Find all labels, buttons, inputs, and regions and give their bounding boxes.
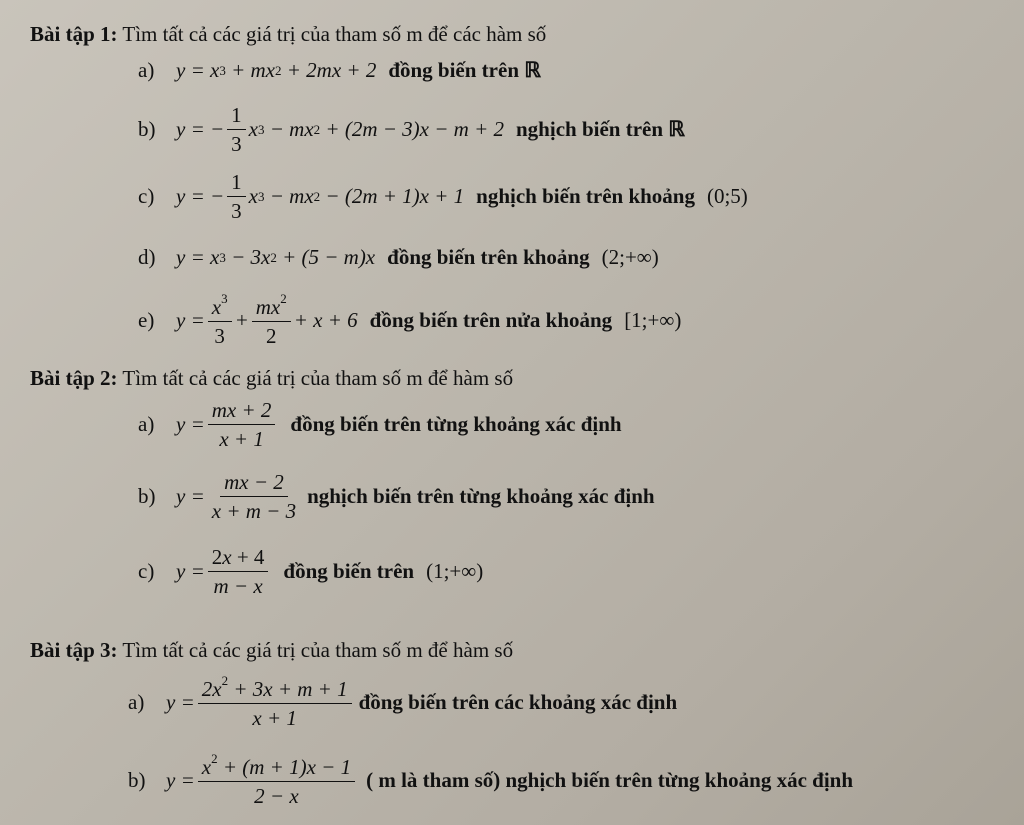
formula: y = $\frac{x^2 + (m + 1)x - 1}{2 - x}$: [166, 752, 358, 808]
exercise-1-heading: [30, 22, 546, 47]
formula: y = x 3 − 3x 2 + (5 − m)x: [176, 245, 376, 269]
ex1-item-a: [138, 58, 541, 83]
ex1-item-b: [138, 103, 685, 156]
exercise-3-title: Bài tập 3:: [30, 638, 118, 662]
item-interval: (0;5): [706, 184, 748, 209]
ex2-item-a: [138, 398, 622, 451]
item-interval: (2;+∞): [601, 245, 659, 269]
ex1-item-e: [138, 292, 681, 348]
formula: y = $\frac{2x + 4}{m - x}$: [176, 545, 271, 598]
exercise-2-prompt: Tìm tất cả các giá trị của tham số m để hàm số: [122, 366, 514, 390]
item-label: e): [138, 307, 155, 332]
item-label: a): [128, 689, 145, 714]
item-label: b): [128, 767, 146, 792]
exercise-2-title: Bài tập 2:: [30, 366, 118, 390]
ex2-item-b: [138, 470, 655, 523]
formula: y = − $\frac{1}{3}$ x 3 − mx 2 + (2m − 3)x − m + 2: [176, 103, 504, 157]
item-interval: (1;+∞): [426, 559, 484, 584]
item-text: nghịch biến trên khoảng: [476, 184, 695, 209]
item-interval: [1;+∞): [624, 307, 682, 332]
item-text: nghịch biến trên từng khoảng xác định: [307, 484, 655, 509]
exercise-2-heading: [30, 366, 513, 391]
item-label: c): [138, 559, 155, 584]
exercise-1-title: Bài tập 1:: [30, 22, 118, 46]
formula: y = $\frac{mx - 2}{x + m - 3}$: [176, 470, 297, 524]
item-label: a): [138, 58, 155, 82]
ex2-item-c: [138, 545, 483, 598]
formula: y = x 3 + mx 2 + 2mx + 2: [176, 58, 377, 82]
item-text: nghịch biến trên ℝ: [516, 117, 685, 142]
ex3-item-b: [128, 752, 853, 808]
formula: y = $\frac{x^3}{3}$ + $\frac{mx^2}{2}$ + x + 6: [176, 291, 358, 349]
item-label: b): [138, 117, 156, 142]
ex1-item-d: [138, 245, 659, 270]
item-label: a): [138, 412, 155, 437]
ex3-item-a: [128, 674, 677, 730]
ex1-item-c: [138, 170, 748, 223]
formula: y = − $\frac{1}{3}$ x 3 − mx 2 − (2m + 1)x + 1: [176, 170, 465, 224]
item-text: đồng biến trên từng khoảng xác định: [290, 412, 622, 437]
item-text: đồng biến trên: [283, 559, 415, 584]
item-label: b): [138, 484, 156, 509]
item-label: c): [138, 184, 155, 209]
exercise-3-prompt: Tìm tất cả các giá trị của tham số m để hàm số: [122, 638, 514, 662]
item-text: đồng biến trên các khoảng xác định: [358, 689, 678, 714]
formula: y = $\frac{mx + 2}{x + 1}$: [176, 398, 278, 451]
item-text: đồng biến trên ℝ: [388, 58, 541, 82]
item-label: d): [138, 245, 156, 269]
item-text: đồng biến trên nửa khoảng: [369, 307, 613, 332]
exercise-1-prompt: Tìm tất cả các giá trị của tham số m để các hàm số: [122, 22, 547, 46]
item-text: đồng biến trên khoảng: [387, 245, 590, 269]
formula: y = $\frac{2x^2 + 3x + m + 1}{x + 1}$: [166, 674, 355, 730]
item-text: ( m là tham số) nghịch biến trên từng khoảng xác định: [366, 767, 854, 792]
exercise-3-heading: [30, 638, 513, 663]
